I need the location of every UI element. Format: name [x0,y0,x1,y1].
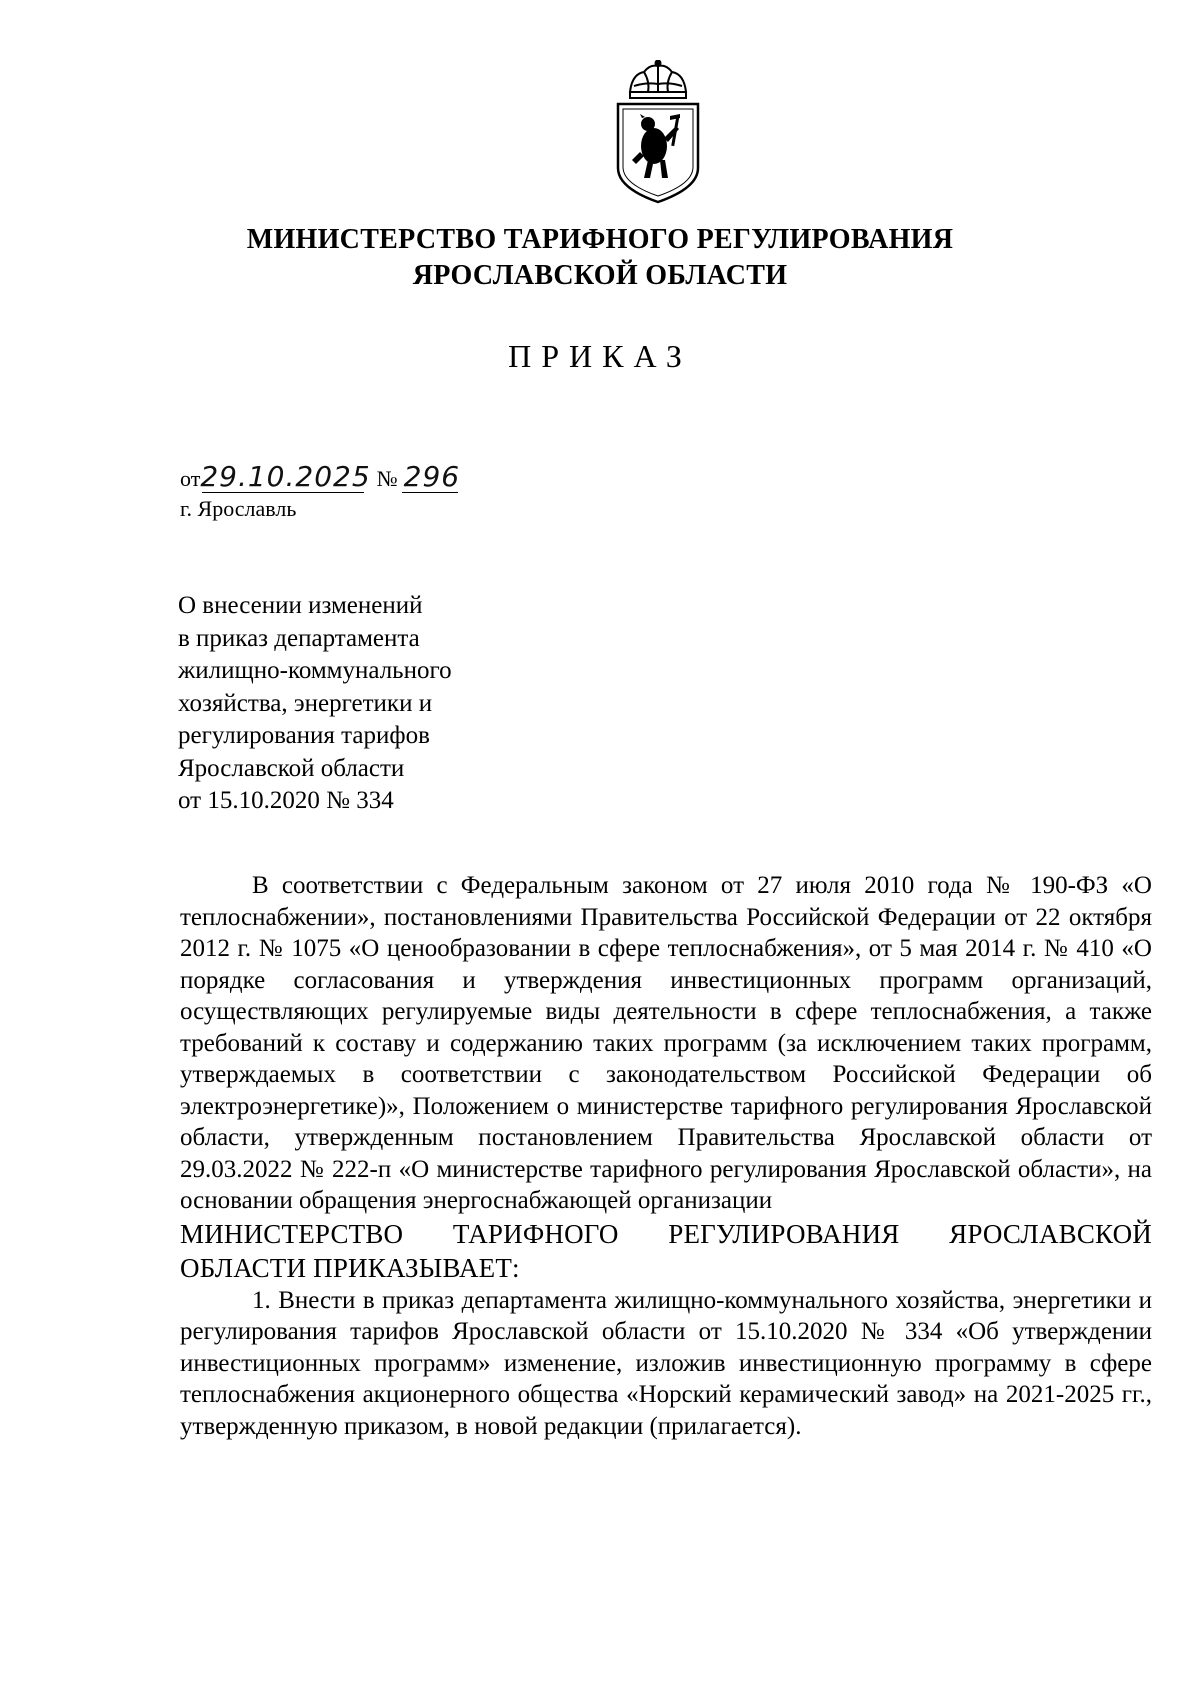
coat-of-arms-icon [610,60,706,205]
date-underline [202,492,364,493]
document-type: ПРИКАЗ [508,338,692,374]
crown-icon [630,61,686,99]
subject-line: в приказ департамента [178,624,420,652]
order-number: 296 [403,460,461,493]
number-underline [402,492,458,493]
order-subject [178,590,452,818]
ministry-name-line2: ЯРОСЛАВСКОЙ ОБЛАСТИ [412,260,788,291]
ministry-name-line1: МИНИСТЕРСТВО ТАРИФНОГО РЕГУЛИРОВАНИЯ [246,224,954,255]
subject-line: от 15.10.2020 № 334 [178,787,394,814]
city: г. Ярославль [180,496,297,521]
subject-line: регулирования тарифов [178,722,430,749]
order-date: 29.10.2025 [200,460,371,493]
subject-line: жилищно-коммунального [178,657,452,684]
subject-line: О внесении изменений [178,592,423,619]
date-prefix: от [180,466,201,491]
date-number-line [180,462,460,496]
order-item-1: 1. Внести в приказ департамента жилищно-коммунального хозяйства, энергетики и регулирования тарифов Ярославской области от 15.10.2020 № 334 «Об утверждении инвестиционных программ» изменение, изложив инвестиционную программу в сфере теплоснабжения акционерного общества «Норский керамический завод» на 2021-2025 гг., утвержденную приказом, в новой редакции (прилагается). [180,1286,1152,1440]
decree-statement: МИНИСТЕРСТВО ТАРИФНОГО РЕГУЛИРОВАНИЯ ЯРОСЛАВСКОЙ ОБЛАСТИ ПРИКАЗЫВАЕТ: [180,1218,1152,1283]
subject-line: хозяйства, энергетики и [178,689,433,717]
subject-line: Ярославской области [178,754,405,782]
order-body [180,870,1152,1442]
number-label: № [376,466,398,491]
preamble-paragraph: В соответствии с Федеральным законом от 27 июля 2010 года № 190-ФЗ «О теплоснабжении», постановлениями Правительства Российской Федерации от 22 октября 2012 г. № 1075 «О ценообразовании в сфере теплоснабжения», от 5 мая 2014 г. № 410 «О порядке согласования и утверждения инвестиционных программ организаций, осуществляющих регулируемые виды деятельности в сфере теплоснабжения, а также требований к составу и содержанию таких программ (за исключением таких программ, утверждаемых в соответствии с законодательством Российской Федерации об электроэнергетике)», Положением о министерстве тарифного регулирования Ярославской области, утвержденным постановлением Правительства Ярославской области от 29.03.2022 № 222-п «О министерстве тарифного регулирования Ярославской области», на основании обращения энергоснабжающей организации [180,872,1152,1214]
